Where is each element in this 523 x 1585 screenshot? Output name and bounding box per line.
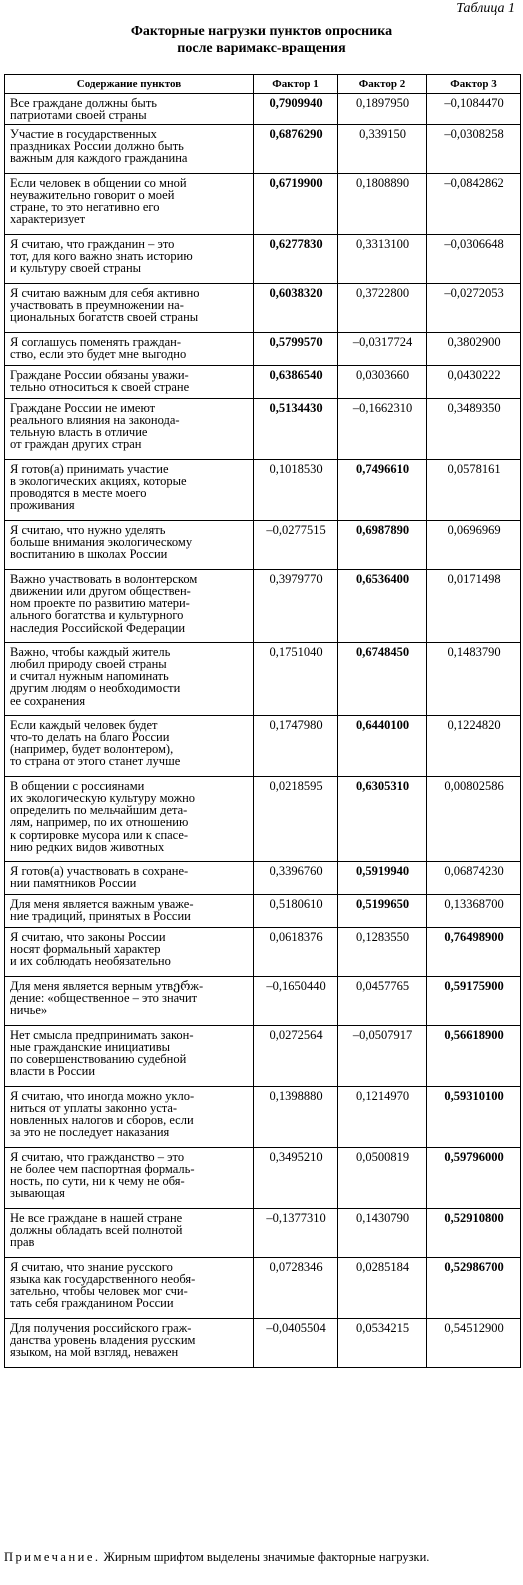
- row-item-content: Граждане России обязаны уважи- тельно относиться к своей стране: [5, 365, 254, 398]
- row-factor-1-value: 0,5180610: [254, 894, 338, 927]
- row-factor-2-value: 0,0285184: [338, 1257, 427, 1318]
- row-factor-3-value: 0,52986700: [427, 1257, 521, 1318]
- row-factor-1-value: 0,0218595: [254, 776, 338, 861]
- row-factor-2-value: –0,1662310: [338, 398, 427, 459]
- row-factor-2-value: 0,6536400: [338, 569, 427, 642]
- row-item-content: Для меня является верным утвერж- дение: «общественное – это значит ничье»: [5, 976, 254, 1025]
- row-factor-3-value: 0,76498900: [427, 927, 521, 976]
- row-factor-2-value: 0,5919940: [338, 861, 427, 894]
- factor-loadings-table: [4, 74, 521, 1368]
- row-factor-2-value: 0,3313100: [338, 234, 427, 283]
- table-header-row: [5, 75, 521, 94]
- row-item-content: Я считаю, что иногда можно укло- ниться от уплаты законно уста- новленных налогов и сборов, если за это не последует наказания: [5, 1086, 254, 1147]
- row-item-content: Важно, чтобы каждый житель любил природу своей страны и считал нужным напоминать другим людям о необходимости ее сохранения: [5, 642, 254, 715]
- table-row: [5, 715, 521, 776]
- note-label: Примечание.: [4, 1550, 101, 1564]
- row-factor-1-value: 0,7909940: [254, 94, 338, 125]
- row-factor-3-value: 0,0430222: [427, 365, 521, 398]
- row-item-content: Я считаю, что знание русского языка как государственного необя- зательно, чтобы человек мог счи- тать себя гражданином России: [5, 1257, 254, 1318]
- table-row: [5, 398, 521, 459]
- row-factor-3-value: 0,54512900: [427, 1318, 521, 1367]
- row-item-content: Важно участвовать в волонтерском движении или другом обществен- ном проекте по развитию матери- ального богатства и культурного наследия Российской Федерации: [5, 569, 254, 642]
- table-row: [5, 569, 521, 642]
- table-row: [5, 894, 521, 927]
- row-factor-3-value: 0,0696969: [427, 520, 521, 569]
- table-row: [5, 124, 521, 173]
- row-factor-3-value: 0,3489350: [427, 398, 521, 459]
- table-title-line-2: после варимакс-вращения: [177, 41, 346, 56]
- row-item-content: Я соглашусь поменять граждан- ство, если это будет мне выгодно: [5, 332, 254, 365]
- row-item-content: Я готов(а) участвовать в сохране- нии памятников России: [5, 861, 254, 894]
- row-factor-2-value: –0,0317724: [338, 332, 427, 365]
- row-factor-1-value: 0,0728346: [254, 1257, 338, 1318]
- row-factor-2-value: 0,0534215: [338, 1318, 427, 1367]
- row-factor-2-value: 0,1283550: [338, 927, 427, 976]
- row-factor-2-value: 0,1214970: [338, 1086, 427, 1147]
- row-factor-1-value: 0,6876290: [254, 124, 338, 173]
- row-factor-2-value: 0,0457765: [338, 976, 427, 1025]
- row-factor-3-value: 0,0578161: [427, 459, 521, 520]
- row-factor-2-value: 0,1897950: [338, 94, 427, 125]
- row-factor-1-value: 0,6277830: [254, 234, 338, 283]
- row-factor-1-value: 0,1398880: [254, 1086, 338, 1147]
- row-factor-3-value: –0,0842862: [427, 173, 521, 234]
- row-factor-3-value: 0,3802900: [427, 332, 521, 365]
- row-factor-2-value: 0,339150: [338, 124, 427, 173]
- row-factor-2-value: 0,0500819: [338, 1147, 427, 1208]
- row-item-content: Все граждане должны быть патриотами своей страны: [5, 94, 254, 125]
- row-item-content: В общении с россиянами их экологическую культуру можно определить по мельчайшим дета- лям, например, по их отношению к сортировке мусора или к спасе- нию редких видов животных: [5, 776, 254, 861]
- table-row: [5, 1147, 521, 1208]
- row-factor-1-value: 0,6719900: [254, 173, 338, 234]
- row-factor-3-value: 0,59796000: [427, 1147, 521, 1208]
- row-item-content: Если человек в общении со мной неуважительно говорит о моей стране, то это негативно его характеризует: [5, 173, 254, 234]
- row-item-content: Я считаю, что нужно уделять больше внимания экологическому воспитанию в школах России: [5, 520, 254, 569]
- row-factor-3-value: 0,0171498: [427, 569, 521, 642]
- row-factor-3-value: –0,1084470: [427, 94, 521, 125]
- table-body: [5, 94, 521, 1368]
- row-factor-1-value: –0,0405504: [254, 1318, 338, 1367]
- row-factor-2-value: 0,6305310: [338, 776, 427, 861]
- row-factor-1-value: 0,3495210: [254, 1147, 338, 1208]
- header-factor-3: Фактор 3: [427, 75, 521, 94]
- row-factor-3-value: 0,56618900: [427, 1025, 521, 1086]
- row-factor-2-value: –0,0507917: [338, 1025, 427, 1086]
- row-factor-1-value: 0,6038320: [254, 283, 338, 332]
- table-row: [5, 520, 521, 569]
- row-factor-3-value: 0,52910800: [427, 1208, 521, 1257]
- row-item-content: Не все граждане в нашей стране должны обладать всей полнотой прав: [5, 1208, 254, 1257]
- row-factor-2-value: 0,6440100: [338, 715, 427, 776]
- row-factor-1-value: 0,0618376: [254, 927, 338, 976]
- table-row: [5, 1208, 521, 1257]
- table-row: [5, 283, 521, 332]
- row-factor-1-value: 0,3396760: [254, 861, 338, 894]
- table-title: [0, 23, 523, 57]
- row-factor-2-value: 0,5199650: [338, 894, 427, 927]
- row-factor-1-value: 0,1751040: [254, 642, 338, 715]
- row-factor-2-value: 0,3722800: [338, 283, 427, 332]
- table-row: [5, 976, 521, 1025]
- row-factor-3-value: 0,59310100: [427, 1086, 521, 1147]
- table-row: [5, 234, 521, 283]
- row-factor-1-value: 0,5799570: [254, 332, 338, 365]
- row-factor-1-value: 0,1747980: [254, 715, 338, 776]
- table-title-line-1: Факторные нагрузки пунктов опросника: [130, 24, 393, 39]
- table-row: [5, 1257, 521, 1318]
- header-item-content: Содержание пунктов: [5, 75, 254, 94]
- row-factor-3-value: 0,13368700: [427, 894, 521, 927]
- row-factor-2-value: 0,1430790: [338, 1208, 427, 1257]
- row-item-content: Я считаю важным для себя активно участвовать в преумножении на- циональных богатств своей страны: [5, 283, 254, 332]
- row-item-content: Участие в государственных праздниках России должно быть важным для каждого гражданина: [5, 124, 254, 173]
- row-factor-1-value: 0,1018530: [254, 459, 338, 520]
- row-item-content: Я готов(а) принимать участие в экологических акциях, которые проводятся в месте моего проживания: [5, 459, 254, 520]
- table-row: [5, 459, 521, 520]
- row-factor-3-value: 0,1224820: [427, 715, 521, 776]
- row-factor-3-value: –0,0272053: [427, 283, 521, 332]
- table-label: Таблица 1: [456, 1, 515, 16]
- row-item-content: Я считаю, что законы России носят формальный характер и их соблюдать необязательно: [5, 927, 254, 976]
- table-note: [4, 1550, 429, 1565]
- row-factor-3-value: 0,1483790: [427, 642, 521, 715]
- row-factor-2-value: 0,6748450: [338, 642, 427, 715]
- header-factor-2: Фактор 2: [338, 75, 427, 94]
- row-factor-3-value: –0,0308258: [427, 124, 521, 173]
- header-factor-1: Фактор 1: [254, 75, 338, 94]
- table-row: [5, 642, 521, 715]
- row-factor-1-value: 0,5134430: [254, 398, 338, 459]
- row-factor-2-value: 0,7496610: [338, 459, 427, 520]
- row-item-content: Если каждый человек будет что-то делать на благо России (например, будет волонтером), то страна от этого станет лучше: [5, 715, 254, 776]
- row-item-content: Я считаю, что гражданство – это не более чем паспортная формаль- ность, по сути, ни к чему не обя- зывающая: [5, 1147, 254, 1208]
- row-factor-3-value: 0,59175900: [427, 976, 521, 1025]
- row-item-content: Нет смысла предпринимать закон- ные гражданские инициативы по совершенствованию судебной власти в России: [5, 1025, 254, 1086]
- table-row: [5, 173, 521, 234]
- row-factor-1-value: –0,1377310: [254, 1208, 338, 1257]
- row-factor-3-value: 0,06874230: [427, 861, 521, 894]
- row-factor-2-value: 0,1808890: [338, 173, 427, 234]
- row-factor-3-value: 0,00802586: [427, 776, 521, 861]
- table-row: [5, 861, 521, 894]
- row-item-content: Граждане России не имеют реального влияния на законода- тельную власть в отличие от граждан других стран: [5, 398, 254, 459]
- row-factor-1-value: –0,1650440: [254, 976, 338, 1025]
- table-row: [5, 1318, 521, 1367]
- table-row: [5, 776, 521, 861]
- table-row: [5, 1086, 521, 1147]
- table-row: [5, 94, 521, 125]
- row-factor-2-value: 0,6987890: [338, 520, 427, 569]
- row-factor-3-value: –0,0306648: [427, 234, 521, 283]
- row-factor-1-value: 0,3979770: [254, 569, 338, 642]
- table-row: [5, 332, 521, 365]
- table-row: [5, 365, 521, 398]
- table-row: [5, 1025, 521, 1086]
- row-item-content: Для меня является важным уваже- ние традиций, принятых в России: [5, 894, 254, 927]
- row-item-content: Я считаю, что гражданин – это тот, для кого важно знать историю и культуру своей страны: [5, 234, 254, 283]
- row-item-content: Для получения российского граж- данства уровень владения русским языком, на мой взгляд, неважен: [5, 1318, 254, 1367]
- row-factor-1-value: 0,6386540: [254, 365, 338, 398]
- row-factor-2-value: 0,0303660: [338, 365, 427, 398]
- note-text: Жирным шрифтом выделены значимые факторные нагрузки.: [100, 1550, 430, 1564]
- row-factor-1-value: –0,0277515: [254, 520, 338, 569]
- row-factor-1-value: 0,0272564: [254, 1025, 338, 1086]
- table-row: [5, 927, 521, 976]
